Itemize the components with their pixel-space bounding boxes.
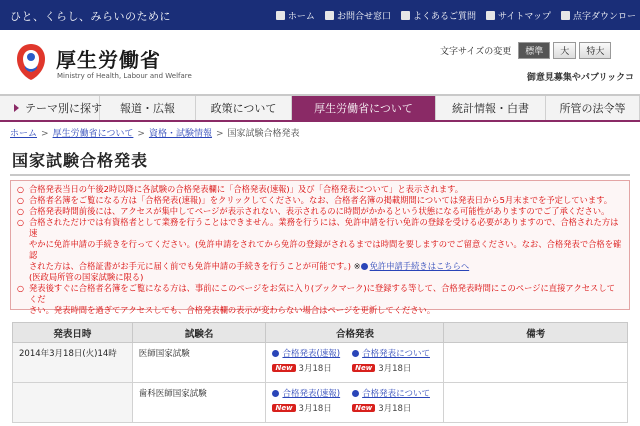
notice-text: された方は、合格証書がお手元に届く前でも免許申請の手続きを行うことが可能です。): [29, 261, 352, 271]
sitemap-icon: [486, 11, 495, 20]
result-about-link[interactable]: [352, 347, 430, 359]
link-arrow-icon: [272, 390, 279, 397]
col-header-exam: 試験名: [132, 323, 266, 343]
cell-exam: 医師国家試験: [132, 343, 266, 383]
notice-item: ○ 合格発表当日の午後2時以降に各試験の合格発表欄に「合格発表(速報)」及び「合格発表について」と表示されます。: [17, 184, 623, 195]
utility-link-home[interactable]: ホーム: [276, 9, 315, 22]
notice-box: [10, 180, 630, 315]
site-tagline: ひと、くらし、みらいのために: [10, 10, 171, 23]
breadcrumb-separator: >: [41, 129, 49, 139]
font-size-standard-button[interactable]: 標準: [518, 42, 550, 59]
result-bulletin-link[interactable]: [272, 347, 340, 359]
notice-mark: ※: [353, 261, 361, 271]
notice-item: ○ 発表後すぐに合格者名簿をご覧になる方は、事前にこのページをお気に入り(ブックマーク)に登録する等して、合格発表時間にこのページに直接アクセスしてくだ: [17, 283, 623, 305]
mail-icon: [325, 11, 334, 20]
link-arrow-icon: [272, 350, 279, 357]
home-icon: [276, 11, 285, 20]
col-header-result: 合格発表: [266, 323, 444, 343]
result-link-group: [352, 347, 430, 374]
result-links: [272, 387, 437, 414]
cell-date: 2014年3月18日(火)14時: [13, 343, 133, 383]
link-arrow-icon: [352, 350, 359, 357]
breadcrumb-home[interactable]: ホーム: [10, 129, 38, 139]
braille-icon: [561, 11, 570, 20]
tab-about-ministry[interactable]: 厚生労働省について: [292, 96, 436, 120]
license-application-link-label: 免許申請手続きはこちらへ: [369, 261, 470, 271]
utility-links: [276, 9, 636, 22]
new-indicator: [272, 402, 340, 414]
notice-item-continued: (医政局所管の国家試験に限る): [29, 272, 144, 282]
notice-item-continued: さい。発表時間を過ぎてアクセスしても、合格発表欄の表示が変わらない場合はページを更新してください。: [29, 305, 436, 315]
result-bulletin-link[interactable]: [272, 387, 340, 399]
title-divider: [10, 174, 630, 176]
new-indicator: [272, 362, 340, 374]
utility-link-sitemap[interactable]: サイトマップ: [486, 9, 551, 22]
link-arrow-icon: [361, 263, 368, 270]
cell-result: [266, 383, 444, 423]
result-bulletin-link-label: 合格発表(速報): [282, 389, 341, 399]
col-header-date: 発表日時: [13, 323, 133, 343]
results-table: [12, 322, 628, 423]
new-date: 3月18日: [378, 404, 412, 414]
new-indicator: [352, 362, 430, 374]
result-link-group: [352, 387, 430, 414]
new-badge: New: [352, 404, 375, 412]
public-comment-link[interactable]: 御意見募集やパブリックコ: [526, 73, 634, 83]
notice-item: ○ 合格されただけでは有資格者として業務を行うことはできません。業務を行うには、免許申請を行い免許の登録を受ける必要がありますので、合格された方は速: [17, 217, 623, 239]
new-date: 3月18日: [298, 404, 332, 414]
logo-subtitle: Ministry of Health, Labour and Welfare: [57, 72, 192, 80]
cell-date: [13, 383, 133, 423]
breadcrumb-current: 国家試験合格発表: [227, 129, 300, 139]
font-size-large-button[interactable]: 大: [553, 42, 576, 59]
table-row: [13, 383, 628, 423]
table-row: [13, 343, 628, 383]
cell-remarks: [444, 383, 628, 423]
new-badge: New: [352, 364, 375, 372]
page-title: 国家試験合格発表: [12, 151, 149, 170]
font-size-label: 文字サイズの変更: [440, 47, 512, 57]
utility-link-faq[interactable]: よくあるご質問: [401, 9, 476, 22]
license-application-link[interactable]: [361, 261, 470, 271]
result-about-link[interactable]: [352, 387, 430, 399]
ministry-logo-icon[interactable]: [16, 42, 46, 82]
cell-result: [266, 343, 444, 383]
new-badge: New: [272, 364, 295, 372]
new-badge: New: [272, 404, 295, 412]
tab-policy[interactable]: 政策について: [196, 96, 292, 120]
result-link-group: [272, 387, 340, 414]
table-header-row: [13, 323, 628, 343]
global-nav: [0, 94, 640, 122]
utility-link-contact[interactable]: お問合せ窓口: [325, 9, 391, 22]
font-size-xlarge-button[interactable]: 特大: [579, 42, 611, 59]
notice-item: ○ 合格者名簿をご覧になる方は「合格発表(速報)」をクリックしてください。なお、合格者名簿の掲載期間については発表日から5月末までを予定しています。: [17, 195, 623, 206]
result-links: [272, 347, 437, 374]
link-arrow-icon: [352, 390, 359, 397]
cell-remarks: [444, 343, 628, 383]
tab-laws[interactable]: 所管の法令等: [546, 96, 640, 120]
cell-exam: 歯科医師国家試験: [132, 383, 266, 423]
tab-theme-search[interactable]: テーマ別に探す: [0, 96, 100, 120]
utility-bar: [0, 0, 640, 30]
new-indicator: [352, 402, 430, 414]
breadcrumb-separator: >: [215, 129, 224, 139]
question-icon: [401, 11, 410, 20]
notice-item-continued: [17, 261, 623, 272]
font-size-switcher: [440, 42, 611, 59]
result-link-group: [272, 347, 340, 374]
breadcrumb: [10, 126, 300, 139]
breadcrumb-exams[interactable]: 資格・試験情報: [148, 129, 212, 139]
result-about-link-label: 合格発表について: [362, 389, 430, 399]
tab-press[interactable]: 報道・広報: [100, 96, 196, 120]
notice-item-continued: やかに免許申請の手続きを行ってください。(免許申請をされてから免許の登録がされるまでは時間を要しますのでご留意ください。なお、合格発表で合格を確認: [29, 239, 622, 260]
tab-statistics[interactable]: 統計情報・白書: [436, 96, 546, 120]
site-header: [0, 30, 640, 92]
new-date: 3月18日: [378, 364, 412, 374]
breadcrumb-separator: >: [137, 129, 145, 139]
new-date: 3月18日: [298, 364, 332, 374]
result-about-link-label: 合格発表について: [362, 349, 430, 359]
result-bulletin-link-label: 合格発表(速報): [282, 349, 341, 359]
logo-title[interactable]: 厚生労働省: [56, 48, 161, 72]
notice-item: ○ 合格発表時間前後には、アクセスが集中してページが表示されない、表示されるのに時間がかかるという状態になる可能性がありますのでご了承ください。: [17, 206, 623, 217]
col-header-remarks: 備考: [444, 323, 628, 343]
breadcrumb-about[interactable]: 厚生労働省について: [52, 129, 134, 139]
utility-link-braille[interactable]: 点字ダウンロー: [561, 9, 636, 22]
